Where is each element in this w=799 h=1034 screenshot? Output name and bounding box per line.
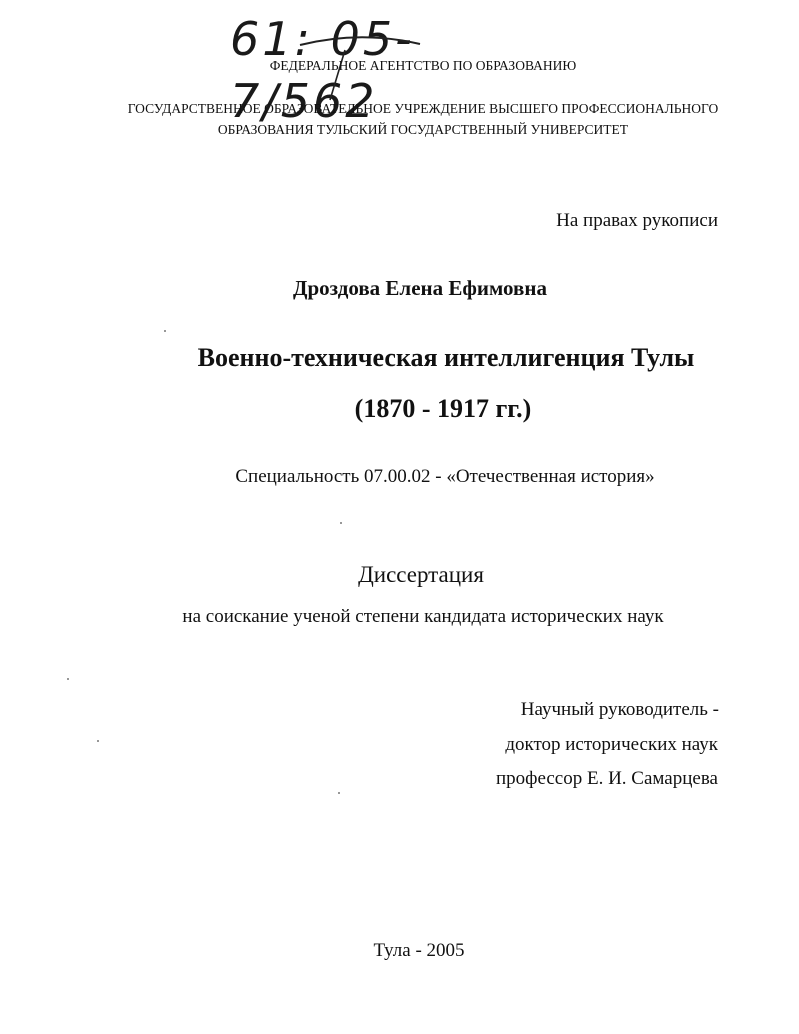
institution-line-2: ОБРАЗОВАНИЯ ТУЛЬСКИЙ ГОСУДАРСТВЕННЫЙ УНИВЕРСИТЕТ	[217, 122, 629, 137]
manuscript-note: На правах рукописи	[556, 210, 718, 231]
scan-speck	[67, 678, 69, 680]
degree-description: на соискание ученой степени кандидата исторических наук	[182, 606, 664, 627]
archive-handwritten-mark: 61: 05-7/562	[230, 12, 415, 128]
supervisor-line-1: Научный руководитель -	[520, 699, 719, 720]
author-name: Дроздова Елена Ефимовна	[293, 276, 547, 300]
dissertation-title-line-2: (1870 - 1917 гг.)	[354, 394, 532, 423]
institution-line-1: ГОСУДАРСТВЕННОЕ ОБРАЗОВАТЕЛЬНОЕ УЧРЕЖДЕНИЕ ВЫСШЕГО ПРОФЕССИОНАЛЬНОГО	[127, 101, 719, 116]
supervisor-line-3: профессор Е. И. Самарцева	[495, 768, 718, 789]
specialty: Специальность 07.00.02 - «Отечественная история»	[235, 466, 655, 487]
dissertation-title-line-1: Военно-техническая интеллигенция Тулы	[197, 343, 695, 372]
scan-speck	[340, 522, 342, 524]
scan-speck	[97, 740, 99, 742]
agency-name: ФЕДЕРАЛЬНОЕ АГЕНТСТВО ПО ОБРАЗОВАНИЮ	[269, 58, 577, 73]
document-type: Диссертация	[358, 562, 484, 587]
scan-speck	[338, 792, 340, 794]
supervisor-line-2: доктор исторических наук	[505, 734, 718, 755]
place-and-year: Тула - 2005	[373, 940, 465, 961]
scan-speck	[164, 330, 166, 332]
